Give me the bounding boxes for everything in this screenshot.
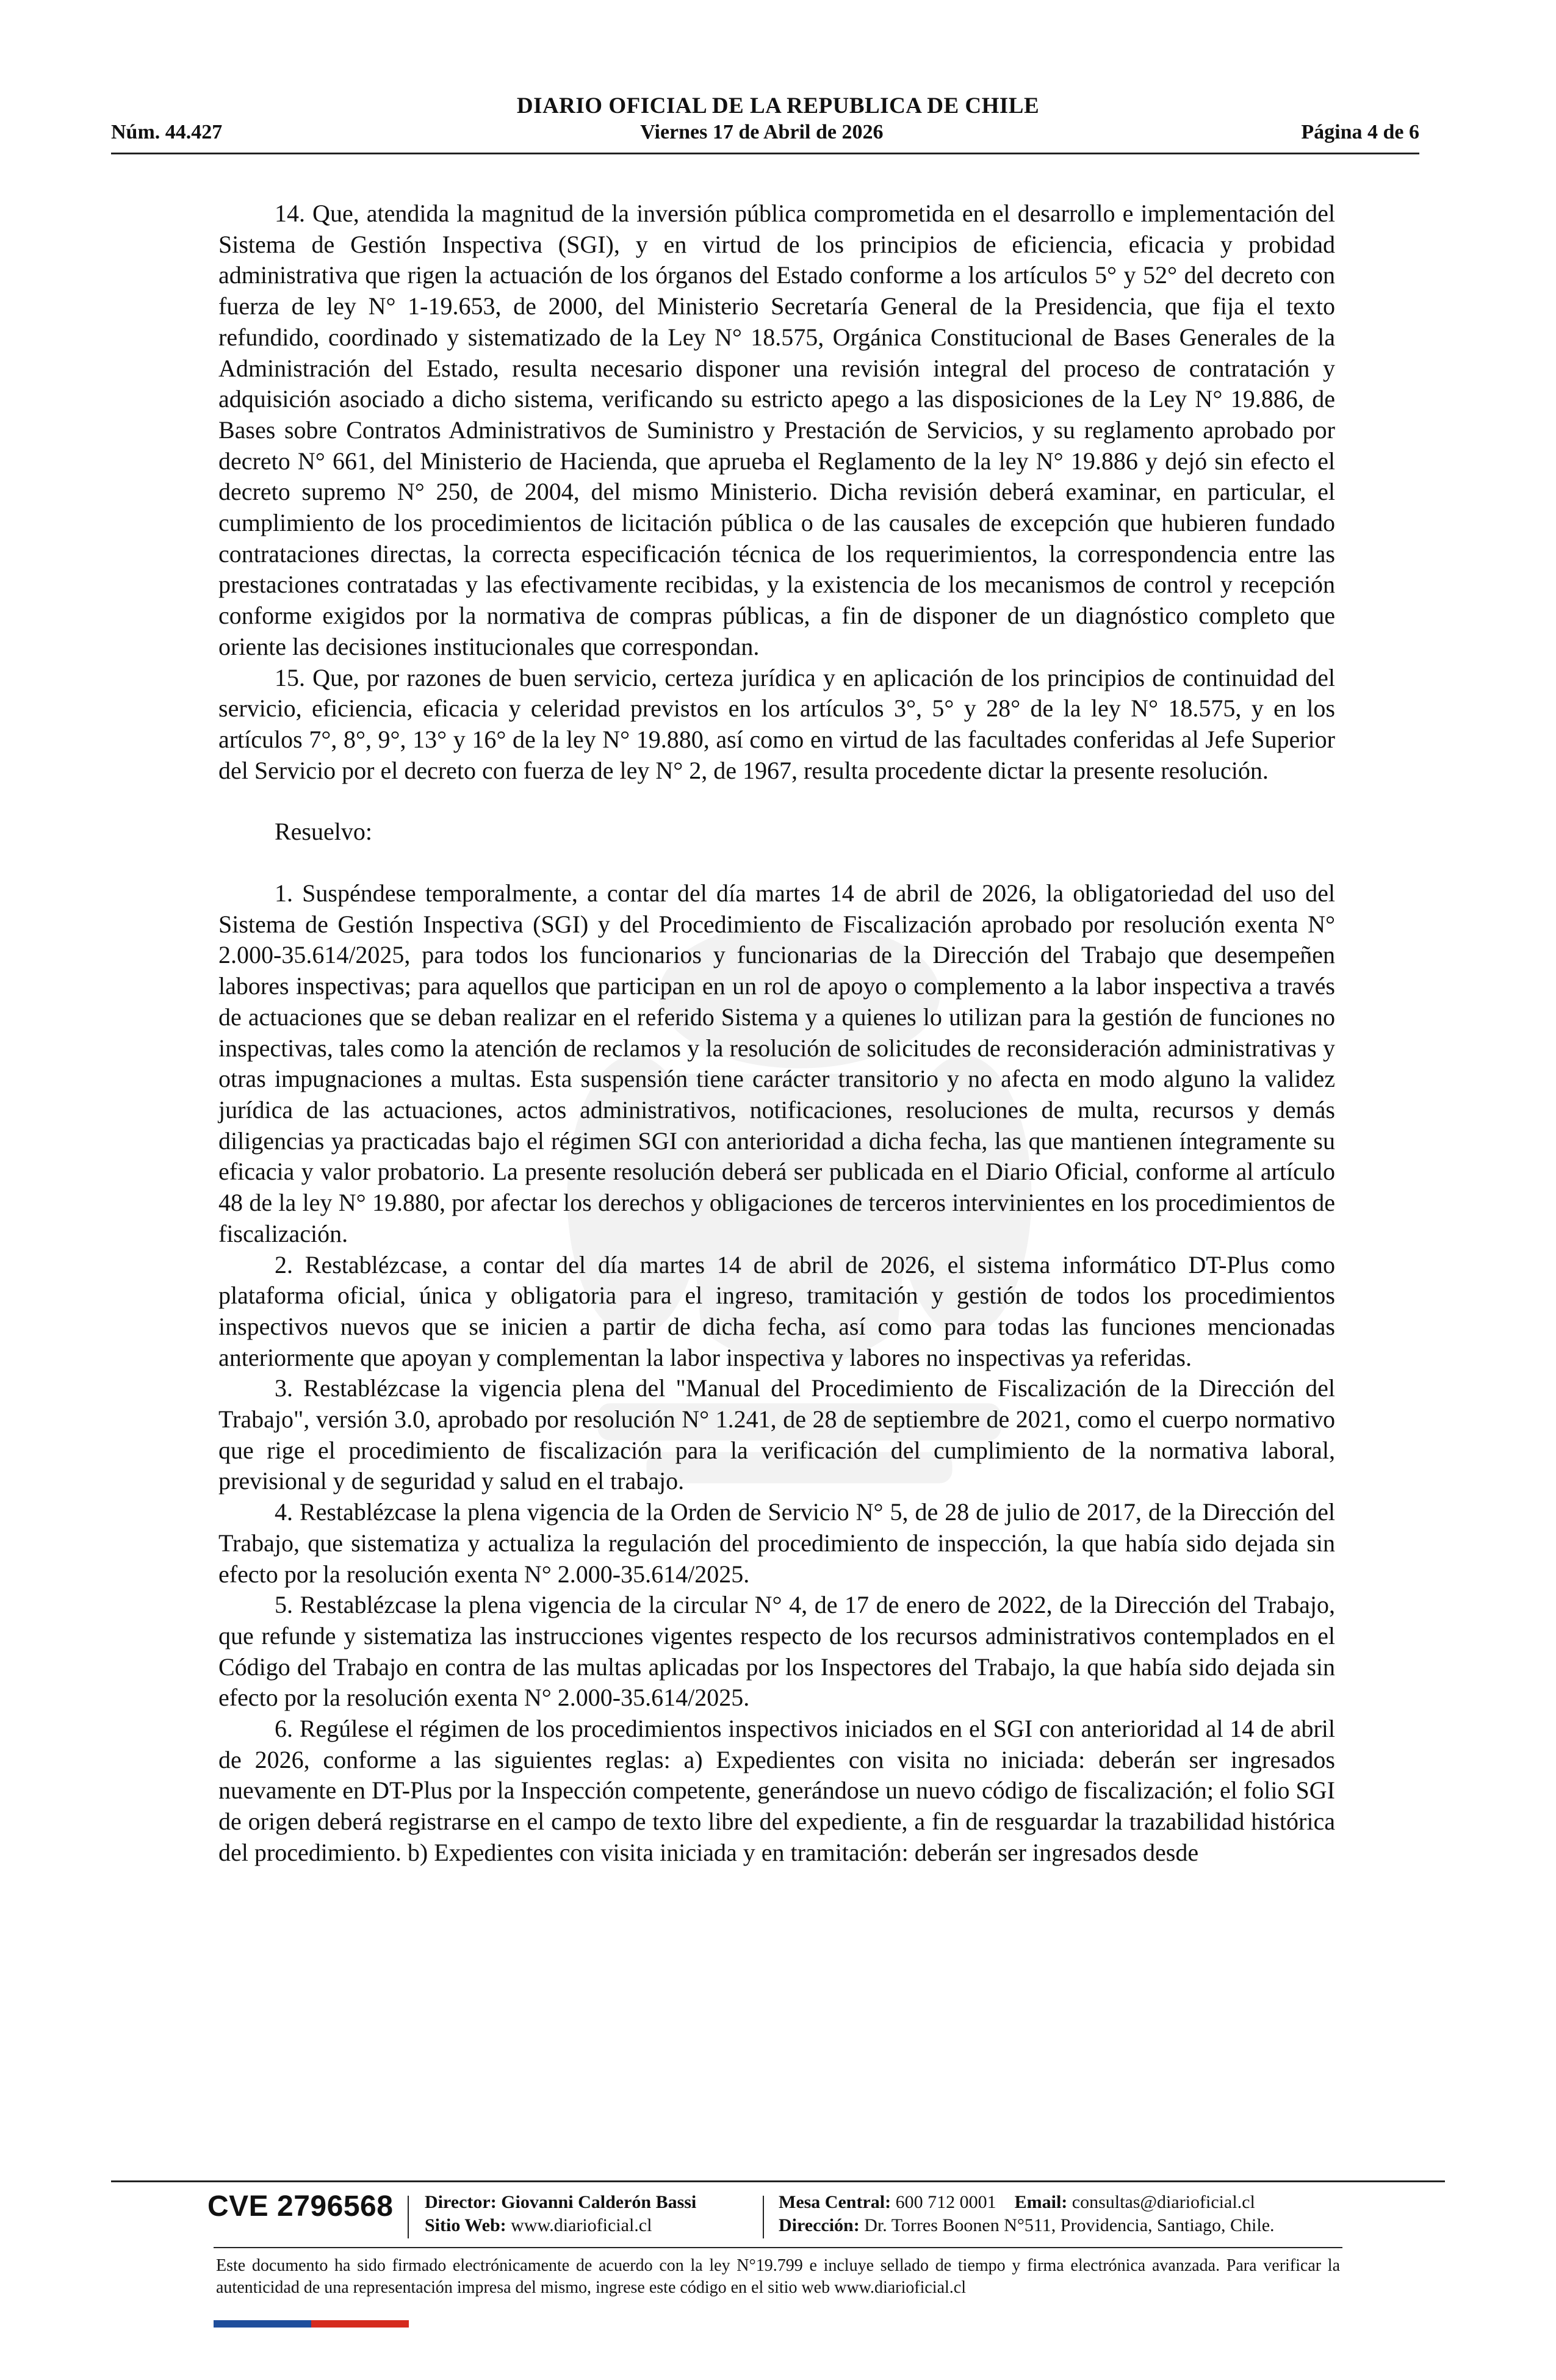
flag-bar-blue [214,2320,311,2328]
mesa-label: Mesa Central: [779,2192,891,2212]
issue-number: Núm. 44.427 [111,121,223,143]
mesa-phone: 600 712 0001 [895,2192,996,2212]
resolution-item-6: 6. Regúlese el régimen de los procedimientos inspectivos iniciados en el SGI con anterioridad al 14 de abril de 2026, conforme a las siguientes reglas: a) Expedientes con visita no iniciada: deberán ser ingresados nuevamente en DT-Plus por la Inspección competente, generándose un nuevo código de fiscalización; el folio SGI de origen deberá registrarse en el campo de texto libre del expediente, a fin de resguardar la trazabilidad histórica del procedimiento. b) Expedientes con visita iniciada y en tramitación: deberán ser ingresados desde [218,1715,1335,1866]
resolution-item-4: 4. Restablézcase la plena vigencia de la Orden de Servicio N° 5, de 28 de julio de 2017, de la Dirección del Trabajo, que sistematiza y actualiza la regulación del procedimiento de inspección, la que había sido dejada sin efecto por la resolución exenta N° 2.000-35.614/2025. [218,1498,1335,1588]
footer-separator [763,2196,764,2238]
footer-rule-mid [214,2247,1342,2248]
paragraph-15: 15. Que, por razones de buen servicio, certeza jurídica y en aplicación de los principios de continuidad del servicio, eficiencia, eficacia y celeridad previstos en los artículos 3°, 5° y 28° de la ley N° 18.575, y en los artículos 7°, 8°, 9°, 13° y 16° de la ley N° 19.880, así como en virtud de las facultades conferidas al Jefe Superior del Servicio por el decreto con fuerza de ley N° 2, de 1967, resulta procedente dictar la presente resolución. [218,663,1335,784]
address-label: Dirección: [779,2215,860,2235]
email-label: Email: [1014,2192,1068,2212]
resolution-item-3: 3. Restablézcase la vigencia plena del "Manual del Procedimiento de Fiscalización de la Dirección del Trabajo", versión 3.0, aprobado por resolución N° 1.241, de 28 de septiembre de 2021, como el cuerpo normativo que rige el procedimiento de fiscalización para la verificación del cumplimiento de la normativa laboral, previsional y de seguridad y salud en el trabajo. [218,1374,1335,1495]
footer-contact-block [779,2191,1275,2237]
newspaper-title: DIARIO OFICIAL DE LA REPUBLICA DE CHILE [516,93,1040,118]
resuelvo-heading: Resuelvo: [275,818,372,846]
footer-director-block [425,2191,696,2237]
cve-code: CVE 2796568 [207,2190,394,2223]
footer-rule-top [111,2180,1445,2182]
flag-bar-red [311,2320,409,2328]
issue-date: Viernes 17 de Abril de 2026 [640,121,884,143]
address-value: Dr. Torres Boonen N°511, Providencia, Santiago, Chile. [864,2215,1275,2235]
page-number: Página 4 de 6 [1301,121,1419,143]
resolution-item-5: 5. Restablézcase la plena vigencia de la circular N° 4, de 17 de enero de 2022, de la Dirección del Trabajo, que refunde y sistematiza las instrucciones vigentes respecto de los recursos administrativos contemplados en el Código del Trabajo en contra de las multas aplicadas por los Inspectores del Trabajo, la que había sido dejada sin efecto por la resolución exenta N° 2.000-35.614/2025. [218,1591,1335,1712]
email-link[interactable]: consultas@diarioficial.cl [1072,2192,1255,2212]
director-label: Director: [425,2192,497,2212]
resolution-item-2: 2. Restablézcase, a contar del día martes 14 de abril de 2026, el sistema informático DT-Plus como plataforma oficial, única y obligatoria para el ingreso, tramitación y gestión de todos los procedimientos inspectivos nuevos que se inicien a partir de dicha fecha, así como para todas las funciones mencionadas anteriormente que apoyan y complementan la labor inspectiva y labores no inspectivas ya referidas. [218,1250,1335,1371]
website-label: Sitio Web: [425,2215,506,2235]
director-name: Giovanni Calderón Bassi [501,2192,697,2212]
paragraph-14: 14. Que, atendida la magnitud de la inversión pública comprometida en el desarrollo e implementación del Sistema de Gestión Inspectiva (SGI), y en virtud de los principios de eficiencia, eficacia y probidad administrativa que rigen la actuación de los órganos del Estado conforme a los artículos 5° y 52° del decreto con fuerza de ley N° 1-19.653, de 2000, del Ministerio Secretaría General de la Presidencia, que fija el texto refundido, coordinado y sistematizado de la Ley N° 18.575, Orgánica Constitucional de Bases Generales de la Administración del Estado, resulta necesario disponer una revisión integral del proceso de contratación y adquisición asociado a dicho sistema, verificando su estricto apego a las disposiciones de la Ley N° 19.886, de Bases sobre Contratos Administrativos de Suministro y Prestación de Servicios, y su reglamento aprobado por decreto N° 661, del Ministerio de Hacienda, que aprueba el Reglamento de la ley N° 19.886 y dejó sin efecto el decreto supremo N° 250, de 2004, del mismo Ministerio. Dicha revisión deberá examinar, en particular, el cumplimiento de los procedimientos de licitación pública o de las causales de excepción que hubieren fundado contrataciones directas, la correcta especificación técnica de los requerimientos, la correspondencia entre las prestaciones contratadas y las efectivamente recibidas, y la existencia de los mecanismos de control y recepción conforme exigidos por la normativa de compras públicas, a fin de disponer de un diagnóstico completo que oriente las decisiones institucionales que correspondan. [218,200,1335,660]
header-row [111,121,1419,144]
footer-legal-notice: Este documento ha sido firmado electrónicamente de acuerdo con la ley N°19.799 e incluye sellado de tiempo y firma electrónica avanzada. Para verificar la autenticidad de una representación impresa del mismo, ingrese este código en el sitio web www.diarioficial.cl [216,2256,1340,2297]
footer-separator [408,2196,409,2238]
website-link[interactable]: www.diarioficial.cl [511,2215,652,2235]
flag-color-bar [214,2320,409,2328]
header-rule [111,153,1419,154]
resolution-item-1: 1. Suspéndese temporalmente, a contar del día martes 14 de abril de 2026, la obligatoriedad del uso del Sistema de Gestión Inspectiva (SGI) y del Procedimiento de Fiscalización aprobado por resolución exenta N° 2.000-35.614/2025, para todos los funcionarios y funcionarias de la Dirección del Trabajo que desempeñen labores inspectivas; para aquellos que participan en un rol de apoyo o complemento a la labor inspectiva a través de actuaciones que se deban realizar en el referido Sistema y a quienes lo utilizan para la gestión de funciones no inspectivas, tales como la atención de reclamos y la resolución de solicitudes de reconsideración administrativas y otras impugnaciones a multas. Esta suspensión tiene carácter transitorio y no afecta en modo alguno la validez jurídica de las actuaciones, actos administrativos, notificaciones, resoluciones de multa, recursos y demás diligencias ya practicadas bajo el régimen SGI con anterioridad a dicha fecha, las que mantienen íntegramente su eficacia y valor probatorio. La presente resolución deberá ser publicada en el Diario Oficial, conforme al artículo 48 de la ley N° 19.880, por afectar los derechos y obligaciones de terceros intervinientes en los procedimientos de fiscalización. [218,879,1335,1247]
document-body [218,198,1335,1869]
